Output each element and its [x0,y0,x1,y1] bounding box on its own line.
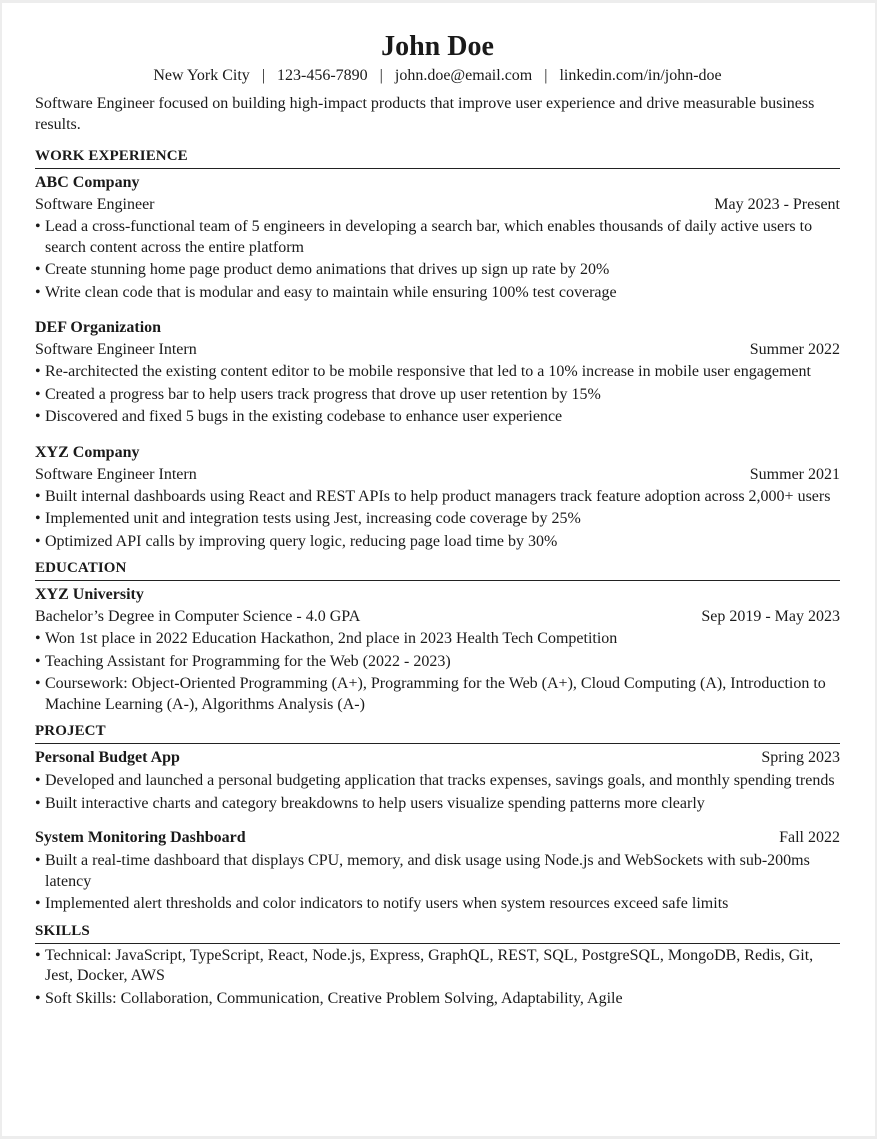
resume-page [2,3,875,1136]
job-entry [35,441,840,553]
education-date: Sep 2019 - May 2023 [701,608,840,625]
bullet-marker: • [35,946,41,964]
job-title: Software Engineer [35,196,155,213]
bullet-marker: • [35,363,41,380]
bullet-marker: • [35,989,41,1007]
bullet-marker: • [35,652,41,670]
section-heading-skills: SKILLS [35,922,840,944]
bullet-marker: • [35,675,41,692]
project-bullets [35,851,840,915]
project-entry [35,746,840,814]
bullet-text: Coursework: Object-Oriented Programming (A+), Programming for the Web (A+), Cloud Computing (A), Introduction to Machine Learning (A-), Algorithms Analysis (A-) [45,675,826,713]
bullet-text: Created a progress bar to help users track progress that drove up user retention by 15% [45,385,601,403]
job-date: Summer 2021 [749,465,840,483]
bullet-text: Optimized API calls by improving query logic, reducing page load time by 30% [45,532,558,550]
education-bullets [35,629,840,715]
bullet-text: Teaching Assistant for Programming for the Web (2022 - 2023) [45,652,451,670]
contact-phone: 123-456-7890 [277,67,368,84]
bullet-item [35,509,840,530]
education-entry [35,583,840,715]
bullet-marker: • [35,630,41,647]
bullet-item [35,794,840,815]
bullet-marker: • [35,772,41,789]
skills-section [35,922,840,1010]
job-bullets [35,487,840,553]
project-date: Spring 2023 [761,749,840,766]
school-name: XYZ University [35,586,144,603]
bullet-text: Discovered and fixed 5 bugs in the existing codebase to enhance user experience [45,408,563,425]
bullet-marker: • [35,487,41,505]
bullet-item [35,532,840,553]
bullet-marker: • [35,408,41,425]
project-name: System Monitoring Dashboard [35,829,246,846]
job-bullets [35,362,840,428]
bullet-item [35,260,840,281]
project-date: Fall 2022 [779,829,840,846]
contact-separator: | [261,67,266,84]
bullet-item [35,851,840,892]
job-title-row [35,194,840,215]
bullet-item [35,283,840,304]
bullet-marker: • [35,532,41,550]
bullet-marker: • [35,261,41,278]
contact-linkedin: linkedin.com/in/john-doe [559,67,722,84]
bullet-marker: • [35,852,41,869]
bullet-item [35,946,840,987]
bullet-text: Won 1st place in 2022 Education Hackathon, 2nd place in 2023 Health Tech Competition [45,630,618,647]
bullet-marker: • [35,218,41,235]
bullet-item [35,894,840,915]
bullet-text: Implemented unit and integration tests using Jest, increasing code coverage by 25% [45,510,581,527]
bullet-marker: • [35,895,41,912]
bullet-item [35,652,840,673]
bullet-text: Built a real-time dashboard that displays CPU, memory, and disk usage using Node.js and WebSockets with sub-200ms latency [45,852,810,890]
bullet-text: Implemented alert thresholds and color indicators to notify users when system resources exceed safe limits [45,895,729,912]
job-bullets [35,217,840,303]
work-section [35,171,840,552]
bullet-item [35,487,840,508]
contact-separator: | [544,67,548,84]
bullet-item [35,385,840,406]
job-title-row [35,464,840,485]
contact-location: New York City [153,67,250,84]
job-title-row [35,339,840,360]
section-heading-education: EDUCATION [35,559,840,581]
bullet-text: Built internal dashboards using React and REST APIs to help product managers track feature adoption across 2,000+ users [45,487,831,505]
job-date: Summer 2022 [749,341,840,358]
job-company: XYZ Company [35,443,140,461]
job-entry [35,316,840,428]
job-date: May 2023 - Present [714,196,840,213]
bullet-text: Built interactive charts and category breakdowns to help users visualize spending patterns more clearly [45,794,705,812]
bullet-item [35,629,840,650]
job-company: ABC Company [35,174,140,191]
section-heading-project: PROJECT [35,722,840,744]
bullet-text: Lead a cross-functional team of 5 engineers in developing a search bar, which enables thousands of daily active users to search content across the entire platform [45,218,813,256]
bullet-item [35,362,840,383]
bullet-text: Developed and launched a personal budgeting application that tracks expenses, savings goals, and monthly spending trends [45,772,835,789]
skills-bullets [35,946,840,1010]
section-heading-work: WORK EXPERIENCE [35,147,840,169]
bullet-marker: • [35,510,41,527]
contact-line [35,65,840,87]
resume-name: John Doe [381,31,494,62]
project-name: Personal Budget App [35,749,180,766]
job-company: DEF Organization [35,319,162,336]
bullet-text: Re-architected the existing content editor to be mobile responsive that led to a 10% increase in mobile user engagement [45,363,811,380]
summary: Software Engineer focused on building high-impact products that improve user experience and drive measurable business results. [35,95,815,133]
bullet-item [35,217,840,258]
bullet-text: Soft Skills: Collaboration, Communication, Creative Problem Solving, Adaptability, Agile [45,989,623,1007]
bullet-item [35,407,840,428]
project-entry [35,826,840,915]
bullet-item [35,989,840,1010]
degree: Bachelor’s Degree in Computer Science - 4.0 GPA [35,608,361,625]
bullet-text: Technical: JavaScript, TypeScript, React, Node.js, Express, GraphQL, REST, SQL, PostgreSQL, MongoDB, Redis, Git, Jest, Docker, AWS [45,946,814,984]
bullet-item [35,674,840,715]
bullet-text: Create stunning home page product demo animations that drives up sign up rate by 20% [45,261,610,278]
contact-separator: | [379,67,383,84]
job-title: Software Engineer Intern [35,341,197,358]
contact-email: john.doe@email.com [394,67,533,84]
project-bullets [35,771,840,814]
job-title: Software Engineer Intern [35,465,197,483]
bullet-marker: • [35,283,41,301]
bullet-marker: • [35,794,41,812]
project-title-row [35,826,840,849]
bullet-text: Write clean code that is modular and easy to maintain while ensuring 100% test coverage [45,283,617,301]
project-title-row [35,746,840,769]
job-entry [35,171,840,303]
degree-row [35,606,840,627]
bullet-item [35,771,840,792]
bullet-marker: • [35,385,41,403]
